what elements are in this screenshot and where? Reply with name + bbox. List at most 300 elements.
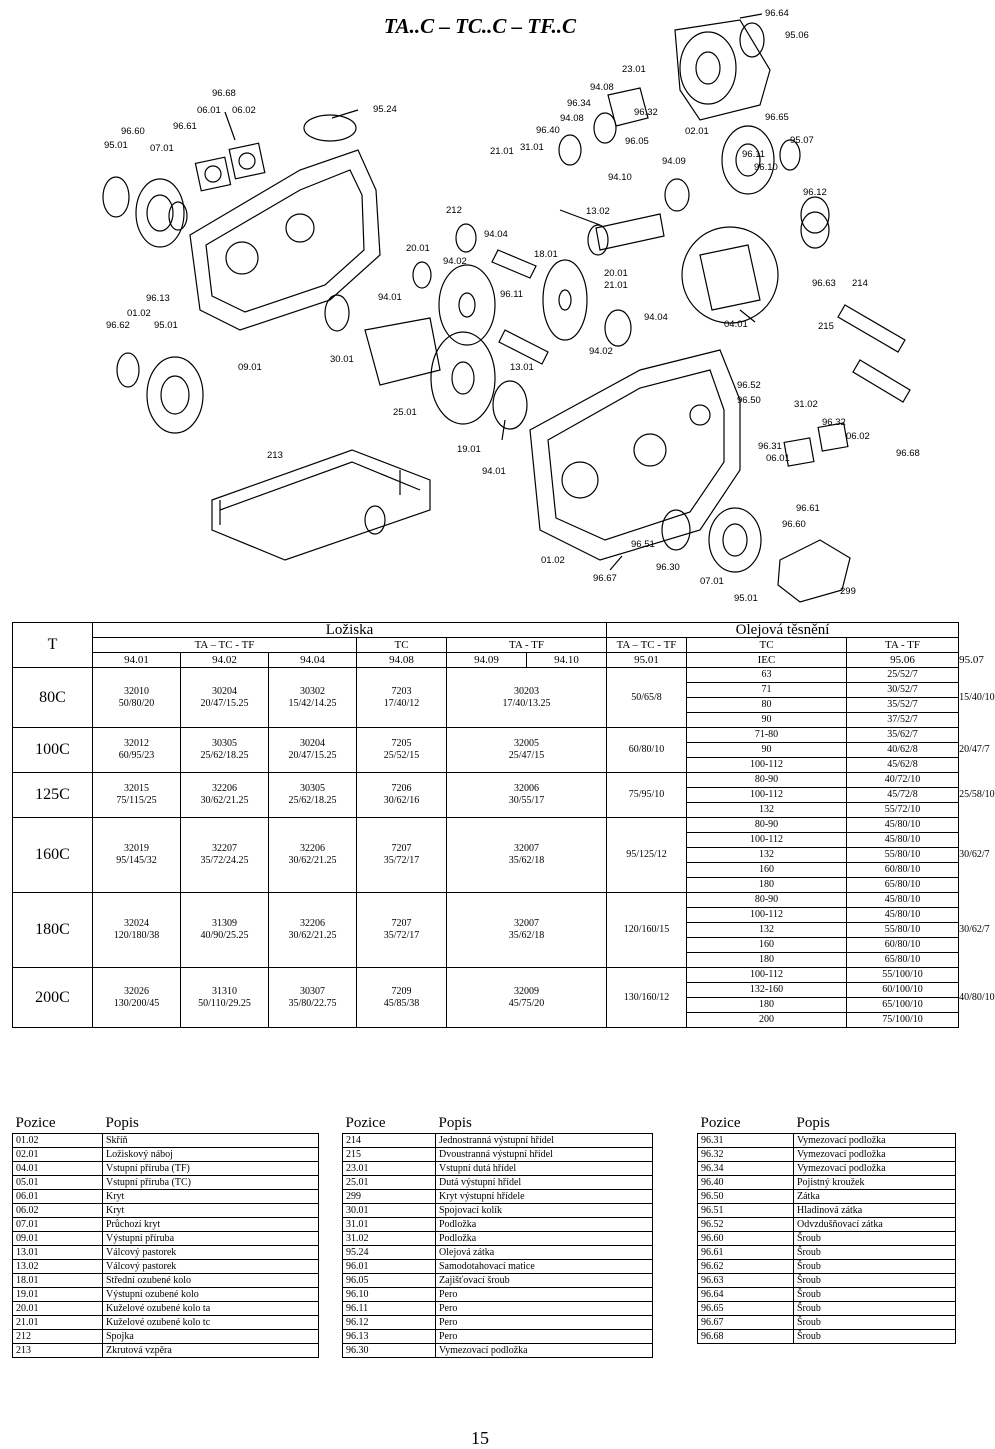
parts-row	[13, 1302, 319, 1316]
part-description: Spojka	[103, 1330, 319, 1344]
diagram-label: 06.01	[197, 105, 221, 116]
part-position: 95.24	[343, 1246, 436, 1260]
parts-row	[343, 1330, 653, 1344]
bearing-94-09-10-cell	[447, 668, 607, 728]
part-description: Kryt výstupní hřídele	[436, 1190, 653, 1204]
parts-row	[698, 1330, 956, 1344]
iec-cell: 90	[687, 743, 847, 758]
bearing-dims: 17/40/13.25	[502, 697, 551, 709]
part-position: 19.01	[13, 1288, 103, 1302]
shaft-part	[853, 360, 910, 402]
part-description: Vstupní příruba (TF)	[103, 1162, 319, 1176]
seal-95-06-cell: 65/100/10	[847, 998, 959, 1013]
seal-95-06-cell: 55/80/10	[847, 923, 959, 938]
seal-ring-part	[117, 353, 139, 387]
parts-row	[343, 1288, 653, 1302]
diagram-label: 07.01	[150, 143, 174, 154]
bearing-94-08-cell	[357, 773, 447, 818]
iec-cell: 132-160	[687, 983, 847, 998]
part-description: Ložiskový náboj	[103, 1148, 319, 1162]
bearing-code: 32207	[212, 843, 237, 854]
diagram-label: 95.01	[154, 320, 178, 331]
seal-95-01-cell: 60/80/10	[607, 728, 687, 773]
diagram-label-group	[104, 8, 920, 604]
part-position: 96.61	[698, 1246, 794, 1260]
diagram-label: 01.02	[541, 555, 565, 566]
seal-95-06-cell: 40/72/10	[847, 773, 959, 788]
parts-row	[698, 1260, 956, 1274]
iec-cell: 100-112	[687, 758, 847, 773]
part-description: Válcový pastorek	[103, 1260, 319, 1274]
parts-row	[13, 1344, 319, 1358]
bearing-94-08-cell	[357, 728, 447, 773]
parts-row	[343, 1162, 653, 1176]
parts-row	[343, 1246, 653, 1260]
bearing-code: 30307	[300, 985, 325, 997]
bearing-dims: 20/47/15.25	[200, 697, 249, 709]
seal-95-06-cell: 45/80/10	[847, 833, 959, 848]
gear-size-cell: 80C	[13, 668, 93, 728]
diagram-label: 19.01	[457, 444, 481, 455]
seal-95-06-cell: 60/100/10	[847, 983, 959, 998]
part-position: 214	[343, 1134, 436, 1148]
bearing-code: 7206	[391, 783, 412, 794]
part-description: Hladinová zátka	[794, 1204, 956, 1218]
bearing-dims: 75/115/25	[116, 795, 157, 806]
part-position: 96.64	[698, 1288, 794, 1302]
parts-row	[698, 1302, 956, 1316]
part-position: 09.01	[13, 1232, 103, 1246]
parts-row	[343, 1176, 653, 1190]
part-description: Válcový pastorek	[103, 1246, 319, 1260]
part-description: Vstupní příruba (TC)	[103, 1176, 319, 1190]
diagram-label: 21.01	[490, 146, 514, 157]
iec-cell: 80	[687, 698, 847, 713]
part-description: Vymezovací podložka	[794, 1134, 956, 1148]
bearing-dims: 17/40/12	[383, 697, 420, 709]
iec-cell: 90	[687, 713, 847, 728]
bearing-dims: 20/47/15.25	[288, 750, 337, 761]
part-position: 25.01	[343, 1176, 436, 1190]
part-position: 21.01	[13, 1316, 103, 1330]
output-flange-part	[147, 357, 203, 433]
iec-cell: 132	[687, 923, 847, 938]
diagram-label: 01.02	[127, 308, 151, 319]
bearing-code: 7209	[391, 985, 412, 997]
bearing-94-04-cell	[269, 893, 357, 968]
bearing-dims: 30/55/17	[508, 795, 545, 806]
iec-cell: 160	[687, 938, 847, 953]
seal-95-06-cell: 25/52/7	[847, 668, 959, 683]
bearing-94-09-10-cell	[447, 773, 607, 818]
parts-row	[13, 1330, 319, 1344]
bearing-94-02-cell	[181, 893, 269, 968]
bearing-94-09-10-cell	[447, 728, 607, 773]
parts-row	[698, 1246, 956, 1260]
part-description: Odvzdušňovací zátka	[794, 1218, 956, 1232]
gear-size-cell: 160C	[13, 818, 93, 893]
bearing-part	[493, 381, 527, 429]
bearing-code: 32012	[124, 738, 149, 749]
gear-size-cell: 180C	[13, 893, 93, 968]
bearing-94-01-cell	[93, 968, 181, 1028]
parts-row	[13, 1204, 319, 1218]
diagram-label: 18.01	[534, 249, 558, 260]
bearing-94-09-10-cell	[447, 818, 607, 893]
part-position: 96.12	[343, 1316, 436, 1330]
part-description: Výstupní příruba	[103, 1232, 319, 1246]
bearing-94-04-cell	[269, 668, 357, 728]
seal-95-06-cell: 35/62/7	[847, 728, 959, 743]
seal-95-06-cell: 55/100/10	[847, 968, 959, 983]
part-position: 96.05	[343, 1274, 436, 1288]
part-position: 213	[13, 1344, 103, 1358]
diagram-label: 213	[267, 450, 283, 461]
diagram-label: 13.02	[586, 206, 610, 217]
bearing-94-08-cell	[357, 818, 447, 893]
bearing-dims: 15/42/14.25	[288, 697, 337, 709]
parts-row	[343, 1302, 653, 1316]
diagram-label: 95.06	[785, 30, 809, 41]
parts-row	[698, 1316, 956, 1330]
bearing-dims: 30/62/16	[383, 795, 420, 806]
bearing-dims: 25/52/15	[383, 750, 420, 761]
diagram-label: 94.01	[378, 292, 402, 303]
parts-table-2	[342, 1113, 653, 1358]
parts-row	[698, 1204, 956, 1218]
diagram-label: 96.51	[631, 539, 655, 550]
popis-header: Popis	[436, 1113, 653, 1134]
seal-95-06-cell: 45/80/10	[847, 893, 959, 908]
seals-header: Olejová těsnění	[607, 623, 959, 638]
diagram-label: 215	[818, 321, 834, 332]
iec-cell: 80-90	[687, 818, 847, 833]
bearing-code: 7207	[391, 843, 412, 854]
parts-row	[13, 1316, 319, 1330]
bearing-row: 200C 32026 130/200/45 31310 50/110/29.25 30307 35/80/22.75 7209 45/85/38 32009 45/75/20 130/160/12 100-112 55/100/10 40/80/10	[13, 968, 959, 983]
part-position: 96.65	[698, 1302, 794, 1316]
iec-cell: 71	[687, 683, 847, 698]
part-description: Kryt	[103, 1190, 319, 1204]
code-header: 95.01	[607, 653, 687, 668]
diagram-label: 96.11	[500, 289, 524, 300]
page-number: 15	[471, 1428, 489, 1448]
bearing-code: 32010	[124, 685, 149, 697]
parts-row	[343, 1190, 653, 1204]
part-position: 212	[13, 1330, 103, 1344]
bearing-code: 32005	[514, 738, 539, 749]
parts-row	[13, 1246, 319, 1260]
bevel-gear-part	[543, 260, 587, 340]
diagram-label: 96.62	[106, 320, 130, 331]
cover-part	[195, 157, 230, 191]
seal-95-06-cell: 75/100/10	[847, 1013, 959, 1028]
bearing-code: 32206	[300, 843, 325, 854]
parts-row	[13, 1134, 319, 1148]
parts-table-3	[697, 1113, 956, 1344]
seal-95-06-cell: 45/72/8	[847, 788, 959, 803]
bearing-dims: 35/72/24.25	[200, 855, 249, 866]
bearing-dims: 40/90/25.25	[200, 930, 249, 941]
bearing-code: 32206	[212, 783, 237, 794]
part-position: 96.11	[343, 1302, 436, 1316]
bearing-dims: 120/180/38	[113, 930, 160, 941]
parts-row	[698, 1274, 956, 1288]
part-description: Kuželové ozubené kolo tc	[103, 1316, 319, 1330]
diagram-label: 96.10	[754, 162, 778, 173]
parts-row	[13, 1288, 319, 1302]
part-description: Střední ozubené kolo	[103, 1274, 319, 1288]
code-header: IEC	[687, 653, 847, 668]
code-header: 95.06	[847, 653, 959, 668]
part-description: Vymezovací podložka	[794, 1148, 956, 1162]
iec-cell: 80-90	[687, 893, 847, 908]
bearing-code: 32015	[124, 783, 149, 794]
part-position: 05.01	[13, 1176, 103, 1190]
bearing-part	[605, 310, 631, 346]
parts-row	[698, 1134, 956, 1148]
pozice-header: Pozice	[13, 1113, 103, 1134]
part-position: 96.10	[343, 1288, 436, 1302]
part-description: Šroub	[794, 1302, 956, 1316]
part-description: Šroub	[794, 1316, 956, 1330]
bearing-code: 30203	[514, 685, 539, 697]
bearing-row: 125C 32015 75/115/25 32206 30/62/21.25 30305 25/62/18.25 7206 30/62/16 32006 30/55/17 75/95/10 80-90 40/72/10 25/58/10	[13, 773, 959, 788]
diagram-label: 31.01	[520, 142, 544, 153]
parts-row	[698, 1190, 956, 1204]
parts-row	[13, 1218, 319, 1232]
part-position: 20.01	[13, 1302, 103, 1316]
part-position: 96.13	[343, 1330, 436, 1344]
bearing-part	[665, 179, 689, 211]
diagram-label: 96.61	[173, 121, 197, 132]
seal-95-06-cell: 60/80/10	[847, 863, 959, 878]
diagram-label: 94.02	[443, 256, 467, 267]
output-shaft-part	[365, 318, 440, 385]
bearing-dims: 60/95/23	[118, 750, 155, 761]
diagram-label: 06.01	[766, 453, 790, 464]
parts-row	[13, 1260, 319, 1274]
bearing-code: 32026	[124, 985, 149, 997]
bearing-part	[594, 113, 616, 143]
diagram-label: 95.01	[734, 593, 758, 604]
diagram-label: 96.52	[737, 380, 761, 391]
part-description: Výstupní ozubené kolo	[103, 1288, 319, 1302]
shaft-part	[838, 305, 905, 352]
diagram-label: 06.02	[846, 431, 870, 442]
parts-row	[13, 1190, 319, 1204]
bearing-94-02-cell	[181, 668, 269, 728]
diagram-label: 212	[446, 205, 462, 216]
part-position: 96.30	[343, 1344, 436, 1358]
part-position: 96.52	[698, 1218, 794, 1232]
bearing-code: 32006	[514, 783, 539, 794]
bearing-94-08-cell	[357, 968, 447, 1028]
part-description: Zkrutová vzpěra	[103, 1344, 319, 1358]
bearing-94-09-10-cell	[447, 968, 607, 1028]
bearing-row: 160C 32019 95/145/32 32207 35/72/24.25 32206 30/62/21.25 7207 35/72/17 32007 35/62/18 95/125/12 80-90 45/80/10 30/62/7	[13, 818, 959, 833]
bearing-94-08-cell	[357, 893, 447, 968]
part-description: Zátka	[794, 1190, 956, 1204]
bearing-dims: 35/80/22.75	[288, 997, 337, 1009]
hollow-input-flange-part	[675, 20, 770, 120]
bearing-part	[559, 135, 581, 165]
diagram-label: 13.01	[510, 362, 534, 373]
diagram-label: 23.01	[622, 64, 646, 75]
seal-95-01-cell: 120/160/15	[607, 893, 687, 968]
part-position: 96.32	[698, 1148, 794, 1162]
part-description: Zajišťovací šroub	[436, 1274, 653, 1288]
diagram-label: 96.34	[567, 98, 591, 109]
cover-part	[229, 143, 265, 179]
diagram-label: 96.63	[812, 278, 836, 289]
parts-row	[343, 1232, 653, 1246]
diagram-label: 21.01	[604, 280, 628, 291]
part-position: 96.31	[698, 1134, 794, 1148]
bearing-94-01-cell	[93, 668, 181, 728]
diagram-label: 96.40	[536, 125, 560, 136]
part-description: Kryt	[103, 1204, 319, 1218]
diagram-label: 20.01	[406, 243, 430, 254]
bearing-94-01-cell	[93, 893, 181, 968]
diagram-label: 94.08	[590, 82, 614, 93]
part-description: Pero	[436, 1302, 653, 1316]
tf-flange-part	[682, 227, 778, 323]
part-position: 96.60	[698, 1232, 794, 1246]
part-position: 96.51	[698, 1204, 794, 1218]
part-description: Pojistný kroužek	[794, 1176, 956, 1190]
seal-95-06-cell: 30/52/7	[847, 683, 959, 698]
seal-95-01-cell: 130/160/12	[607, 968, 687, 1028]
code-header: 94.09	[447, 653, 527, 668]
diagram-label: 25.01	[393, 407, 417, 418]
diagram-label: 04.01	[724, 319, 748, 330]
bearing-code: 32024	[124, 918, 149, 929]
page-title: TA..C – TC..C – TF..C	[383, 14, 577, 38]
diagram-label: 214	[852, 278, 868, 289]
part-description: Šroub	[794, 1274, 956, 1288]
bearing-code: 32019	[124, 843, 149, 854]
part-position: 31.01	[343, 1218, 436, 1232]
part-position: 96.67	[698, 1316, 794, 1330]
bearing-part	[325, 295, 349, 331]
part-description: Vymezovací podložka	[436, 1344, 653, 1358]
diagram-label: 95.07	[790, 135, 814, 146]
part-description: Vymezovací podložka	[794, 1162, 956, 1176]
bearing-code: 7207	[391, 918, 412, 929]
part-position: 18.01	[13, 1274, 103, 1288]
iec-cell: 200	[687, 1013, 847, 1028]
type-header: T	[13, 623, 93, 668]
iec-cell: 132	[687, 803, 847, 818]
torque-arm-part	[212, 450, 430, 560]
diagram-label: 96.60	[121, 126, 145, 137]
parts-row	[343, 1344, 653, 1358]
iec-cell: 63	[687, 668, 847, 683]
diagram-label: 299	[840, 586, 856, 597]
part-description: Dvoustranná výstupní hřídel	[436, 1148, 653, 1162]
seal-95-06-cell: 40/62/8	[847, 743, 959, 758]
part-position: 04.01	[13, 1162, 103, 1176]
bearing-dims: 95/145/32	[116, 855, 157, 866]
part-position: 23.01	[343, 1162, 436, 1176]
bearing-code: 31310	[212, 985, 237, 997]
diagram-label: 94.04	[484, 229, 508, 240]
diagram-label: 96.64	[765, 8, 789, 19]
part-position: 06.01	[13, 1190, 103, 1204]
group-header: TA - TF	[847, 638, 959, 653]
part-position: 215	[343, 1148, 436, 1162]
iec-cell: 132	[687, 848, 847, 863]
bearing-94-01-cell	[93, 818, 181, 893]
code-header: 94.10	[527, 653, 607, 668]
parts-row	[698, 1288, 956, 1302]
bearing-dims: 50/110/29.25	[198, 997, 251, 1009]
bearing-dims: 130/200/45	[113, 997, 160, 1009]
iec-cell: 71-80	[687, 728, 847, 743]
pozice-header: Pozice	[698, 1113, 794, 1134]
bearing-hub-part	[722, 126, 774, 194]
diagram-label: 94.10	[608, 172, 632, 183]
part-position: 02.01	[13, 1148, 103, 1162]
bearing-code: 30204	[212, 685, 237, 697]
iec-cell: 180	[687, 998, 847, 1013]
diagram-label: 30.01	[330, 354, 354, 365]
diagram-label: 96.32	[822, 417, 846, 428]
parts-row	[13, 1148, 319, 1162]
bearing-94-02-cell	[181, 728, 269, 773]
iec-cell: 80-90	[687, 773, 847, 788]
iec-cell: 180	[687, 953, 847, 968]
part-position: 07.01	[13, 1218, 103, 1232]
diagram-label: 96.65	[765, 112, 789, 123]
parts-row	[698, 1148, 956, 1162]
diagram-label: 09.01	[238, 362, 262, 373]
seal-95-01-cell: 95/125/12	[607, 818, 687, 893]
bearing-code: 7203	[391, 685, 412, 697]
diagram-label: 95.24	[373, 104, 397, 115]
group-header: TA – TC - TF	[607, 638, 687, 653]
part-description: Šroub	[794, 1260, 956, 1274]
bearing-code: 30204	[300, 738, 325, 749]
parts-row	[13, 1162, 319, 1176]
seal-ring-part	[103, 177, 129, 217]
part-position: 06.02	[13, 1204, 103, 1218]
bearing-dims: 35/62/18	[508, 855, 545, 866]
part-description: Jednostranná výstupní hřídel	[436, 1134, 653, 1148]
code-header: 94.01	[93, 653, 181, 668]
parts-row	[343, 1316, 653, 1330]
bearing-dims: 30/62/21.25	[288, 855, 337, 866]
diagram-label: 96.67	[593, 573, 617, 584]
bearing-94-04-cell	[269, 728, 357, 773]
bearing-code: 32206	[300, 918, 325, 929]
bearing-code: 7205	[391, 738, 412, 749]
diagram-label: 96.12	[803, 187, 827, 198]
diagram-label: 94.08	[560, 113, 584, 124]
bearing-94-04-cell	[269, 818, 357, 893]
part-description: Podložka	[436, 1218, 653, 1232]
parts-row	[343, 1260, 653, 1274]
parts-row	[343, 1134, 653, 1148]
part-description: Šroub	[794, 1288, 956, 1302]
output-gear-part	[431, 332, 495, 424]
diagram-label: 96.68	[212, 88, 236, 99]
part-position: 299	[343, 1190, 436, 1204]
part-position: 30.01	[343, 1204, 436, 1218]
diagram-label: 94.01	[482, 466, 506, 477]
group-header: TC	[687, 638, 847, 653]
